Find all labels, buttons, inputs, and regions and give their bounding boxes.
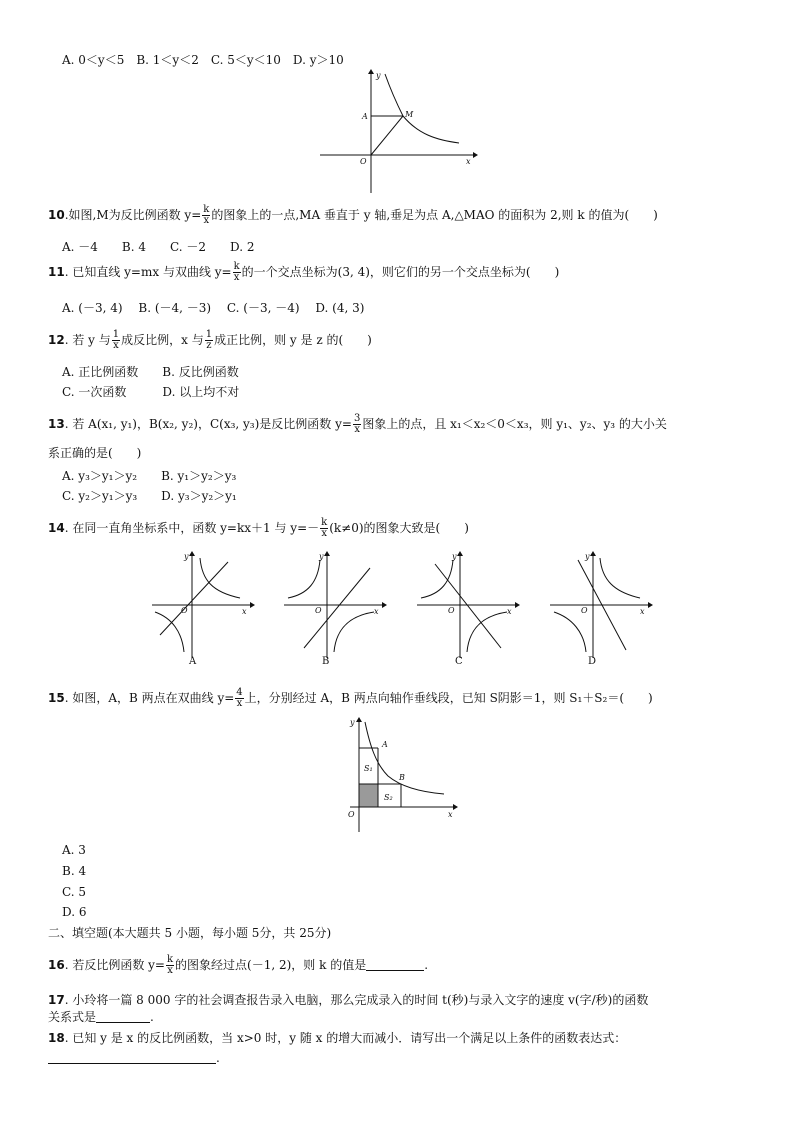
q14-b-axis-x: x [374, 607, 379, 616]
q14-pre: . 在同一直角坐标系中，函数 y=kx＋1 与 y=－ [64, 521, 320, 535]
q11-options: A. (－3, 4) B. (－4, －3) C. (－3, －4) D. (4, 3) [62, 301, 365, 315]
q14-label-a: A [189, 656, 197, 667]
q11-number: 11 [48, 265, 65, 279]
q10-frac-num: k [203, 204, 210, 215]
q15-stem [48, 688, 653, 709]
q17-end: . [150, 1010, 154, 1024]
q18-stem [48, 1030, 626, 1046]
q15-option-c: C. 5 [62, 885, 87, 899]
q13-number: 13 [48, 417, 65, 431]
q10-fig-origin: O [360, 157, 367, 166]
q10-number: 10 [48, 208, 65, 222]
q9-options: A. 0＜y＜5 B. 1＜y＜2 C. 5＜y＜10 D. y＞10 [62, 53, 344, 67]
q13-frac-num: 3 [353, 413, 361, 424]
q10-fig-point-m: M [405, 110, 414, 119]
q14-frac-den: x [321, 528, 327, 539]
q12-frac1-num: 1 [112, 329, 120, 340]
q11-stem [48, 262, 559, 283]
q13-stem [48, 414, 667, 435]
q13-pre: . 若 A(x₁, y₁)，B(x₂, y₂)，C(x₃, y₃)是反比例函数 y= [64, 417, 352, 431]
q14-a-axis-y: y [184, 552, 189, 561]
q15-fraction [235, 688, 243, 709]
q14-label-b: B [322, 656, 330, 667]
q10-post: 的图象上的一点,MA 垂直于 y 轴,垂足为点 A,△MAO 的面积为 2,则 k 的值为( ) [211, 208, 658, 222]
q15-fig-s2: S₂ [384, 793, 393, 802]
q12-pre: . 若 y 与 [64, 333, 111, 347]
q16-fraction [166, 955, 174, 976]
q14-post: (k≠0)的图象大致是( ) [329, 521, 469, 535]
q14-b-origin: O [315, 606, 322, 615]
q16-frac-den: x [167, 965, 173, 976]
q14-graph-d [548, 550, 654, 660]
q15-number: 15 [48, 691, 65, 705]
q11-fraction [233, 262, 241, 283]
q13-fraction [353, 414, 361, 435]
q14-b-axis-y: y [319, 552, 324, 561]
section-2-title: 二、填空题(本大题共 5 小题，每小题 5分，共 25分) [48, 926, 332, 940]
q15-option-b: B. 4 [62, 864, 87, 878]
q17-answer-blank[interactable] [96, 1010, 150, 1023]
q12-frac2-den: z [206, 340, 212, 351]
q12-stem [48, 330, 372, 351]
q11-frac-num: k [233, 261, 240, 272]
q13-post: 图象上的点，且 x₁＜x₂＜0＜x₃，则 y₁、y₂、y₃ 的大小关 [362, 417, 667, 431]
q10-frac-den: x [203, 215, 210, 226]
q14-label-c: C [455, 656, 463, 667]
q16-end: . [424, 958, 429, 972]
q14-graph-a [150, 550, 256, 660]
q14-label-d: D [588, 656, 597, 667]
q16-stem [48, 955, 428, 976]
q14-c-axis-x: x [507, 607, 512, 616]
q12-fraction-2 [205, 330, 213, 351]
q15-option-a: A. 3 [62, 843, 86, 857]
q11-pre: . 已知直线 y=mx 与双曲线 y= [64, 265, 232, 279]
q17-stem-line2 [48, 1009, 154, 1025]
q14-c-origin: O [448, 606, 455, 615]
q15-fig-point-b: B [399, 773, 405, 782]
q15-post: 上，分别经过 A，B 两点向轴作垂线段，已知 S阴影＝1，则 S₁＋S₂＝( ) [244, 691, 653, 705]
q11-frac-den: x [233, 272, 240, 283]
q14-a-axis-x: x [242, 607, 247, 616]
q14-frac-num: k [321, 517, 328, 528]
q15-frac-den: x [236, 698, 243, 709]
q10-fig-y-label: y [376, 71, 381, 80]
q17-stem [48, 992, 648, 1008]
q15-fig-x-label: x [448, 810, 453, 819]
q15-pre: . 如图，A，B 两点在双曲线 y= [64, 691, 235, 705]
q10-fig-x-label: x [466, 157, 471, 166]
q13-stem-line2: 系正确的是( ) [48, 446, 142, 460]
q18-line1: . 已知 y 是 x 的反比例函数，当 x>0 时，y 随 x 的增大而减小．请写出一个满足以上条件的函数表达式： [64, 1031, 627, 1045]
q14-d-axis-x: x [640, 607, 645, 616]
q10-options: A. －4 B. 4 C. －2 D. 2 [62, 240, 255, 254]
q17-line2: 关系式是 [48, 1010, 97, 1024]
q12-frac1-den: x [113, 340, 119, 351]
q15-figure [340, 716, 460, 834]
q12-number: 12 [48, 333, 65, 347]
q17-number: 17 [48, 993, 65, 1007]
q14-d-origin: O [581, 606, 588, 615]
q13-options-row2: C. y₂＞y₁＞y₃ D. y₃＞y₂＞y₁ [62, 489, 237, 503]
q16-pre: . 若反比例函数 y= [64, 958, 165, 972]
q14-number: 14 [48, 521, 65, 535]
q16-answer-blank[interactable] [366, 958, 424, 971]
q13-options-row1: A. y₃＞y₁＞y₂ B. y₁＞y₂＞y₃ [62, 469, 237, 483]
q13-frac-den: x [354, 424, 360, 435]
q15-fig-s1: S₁ [364, 764, 373, 773]
q10-pre: .如图,M为反比例函数 y= [64, 208, 202, 222]
q14-graph-c [415, 550, 521, 660]
q17-line1: . 小玲将一篇 8 000 字的社会调查报告录入电脑，那么完成录入的时间 t(秒)与录入文字的速度 v(字/秒)的函数 [64, 993, 649, 1007]
q12-frac2-num: 1 [205, 329, 213, 340]
q12-post: 成正比例，则 y 是 z 的( ) [214, 333, 372, 347]
q14-a-origin: O [181, 606, 188, 615]
q14-fraction [320, 518, 328, 539]
q18-stem-line2 [48, 1050, 220, 1066]
q14-d-axis-y: y [585, 552, 590, 561]
q15-fig-y-label: y [350, 718, 355, 727]
q14-stem [48, 518, 469, 539]
q18-answer-blank[interactable] [48, 1051, 216, 1064]
q10-fraction [202, 205, 210, 226]
q18-number: 18 [48, 1031, 65, 1045]
q10-stem [48, 205, 658, 226]
q15-fig-origin: O [348, 810, 355, 819]
q11-post: 的一个交点坐标为(3, 4)，则它们的另一个交点坐标为( ) [241, 265, 560, 279]
q12-fraction-1 [112, 330, 120, 351]
q14-c-axis-y: y [452, 552, 457, 561]
q14-graph-b [282, 550, 388, 660]
q10-figure [318, 70, 478, 195]
q15-option-d: D. 6 [62, 905, 87, 919]
q15-frac-num: 4 [236, 687, 243, 698]
q10-fig-point-a: A [362, 112, 368, 121]
q12-options-row1: A. 正比例函数 B. 反比例函数 [62, 365, 239, 379]
q16-number: 16 [48, 958, 65, 972]
q12-options-row2: C. 一次函数 D. 以上均不对 [62, 385, 240, 399]
q16-frac-num: k [166, 954, 174, 965]
q15-fig-point-a: A [382, 740, 388, 749]
q12-mid: 成反比例，x 与 [121, 333, 204, 347]
q16-post: 的图象经过点(－1, 2)，则 k 的值是 [175, 958, 367, 972]
q18-end: . [216, 1051, 220, 1065]
